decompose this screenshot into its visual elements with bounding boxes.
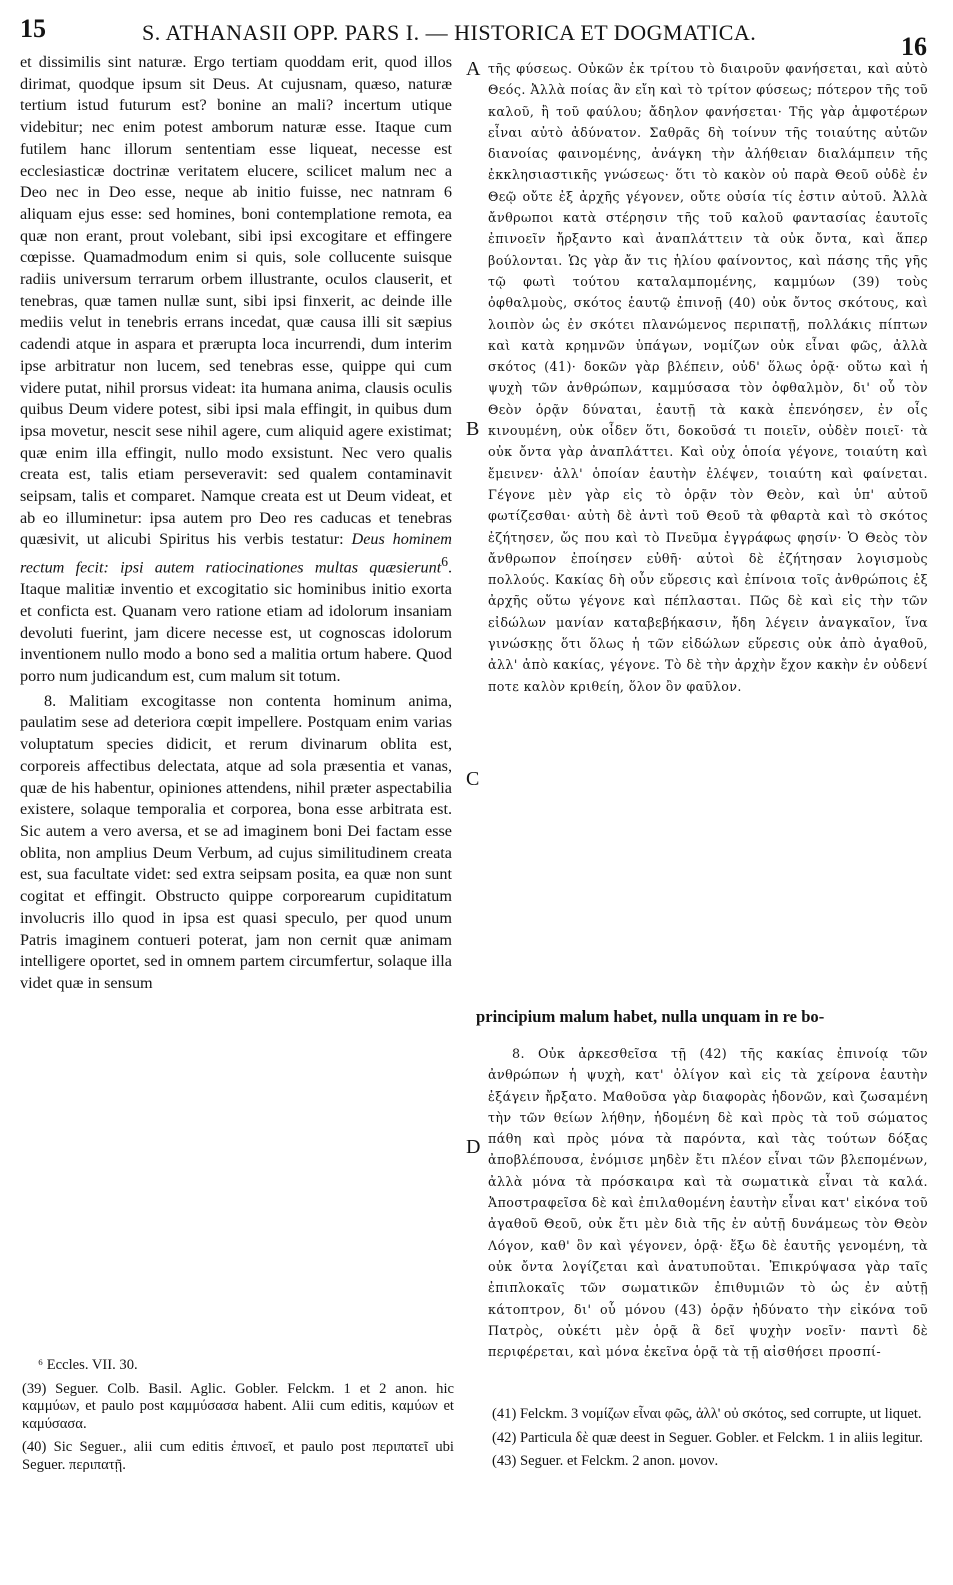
latin-paragraph-1 bbox=[20, 52, 452, 688]
margin-letter-a: A bbox=[466, 58, 481, 80]
margin-letter-c: C bbox=[466, 768, 480, 790]
greek-column-lower bbox=[488, 1043, 928, 1383]
footnote-39: (39) Seguer. Colb. Basil. Aglic. Gobler. Felckm. 1 et 2 anon. hic καμμύων, et paulo post καμμύσασα habent. Alii cum editis, καμύων et καμύσασα. bbox=[22, 1380, 454, 1432]
footnote-41: (41) Felckm. 3 νομίζων εἶναι φῶς, ἀλλ' οὐ σκότος, sed corrupte, ut liquet. bbox=[492, 1406, 922, 1422]
footnote-40: (40) Sic Seguer., alii cum editis ἐπινοεῖ, et paulo post περιπατεῖ ubi Seguer. περιπατῇ. bbox=[22, 1439, 454, 1473]
greek-column-upper bbox=[488, 58, 928, 993]
footnote-ref-6: 6 bbox=[441, 554, 448, 570]
page-header bbox=[0, 12, 953, 61]
greek-paragraph-1: τῆς φύσεως. Οὐκῶν ἐκ τρίτου τὸ διαιροῦν φανήσεται, καὶ αὐτὸ Θεός. Ἀλλὰ ποίας ἂν εἴη καὶ τὸ τρίτον φύσεως; πότερον τῆς τοῦ καλοῦ, ἢ τοῦ φαύλου; ἄδηλον φανήσεται· Τῆς γὰρ ἀμφοτέρων εἶναι αὐτὸ ἀδύνατον. Σαθρᾶς δὴ τοίνυν τῆς τοιαύτης αὐτῶν διανοίας φαινομένης, ἀνάγκη τὴν ἀλήθειαν διαλάμπειν τῆς ἐκκλησιαστικῆς γνώσεως· ὅτι τὸ κακὸν οὐ παρὰ Θεοῦ οὐδὲ ἐν Θεῷ οὔτε ἐξ ἀρχῆς γέγονεν, οὔτε οὐσία τίς ἐστιν αὐτοῦ. Ἀλλὰ ἄνθρωποι κατὰ στέρησιν τῆς τοῦ καλοῦ φαντασίας ἑαυτοῖς ἐπινοεῖν ἤρξαντο καὶ ἀναπλάττειν τὰ οὐκ ὄντα, καὶ ἅπερ βούλονται. Ὡς γὰρ ἄν τις ἡλίου φαίνοντος, καὶ πάσης τῆς γῆς τῷ φωτὶ τούτου καταλαμπομένης, καμμύων (39) τοὺς ὀφθαλμοὺς, σκότος ἑαυτῷ ἐπινοῇ (40) οὐκ ὄντος σκότους, καὶ λοιπὸν ὡς ἐν σκότει πλανώμενος περιπατῇ, πολλάκις πίπτων καὶ κατὰ κρημνῶν ὑπάγων, νομίζων οὐκ εἶναι φῶς, ἀλλὰ σκότος (41)· δοκῶν γὰρ βλέπειν, οὐδ' ὅλως ὁρᾷ· οὕτω καὶ ἡ ψυχὴ τῶν ἀνθρώπων, καμμύσασα τὸν ὀφθαλμὸν, δι' οὗ τὸν Θεὸν ὁρᾷν δύναται, ἑαυτῇ τὰ κακὰ ἐπενόησεν, ἐν οἷς κινουμένη, οὐκ οἶδεν ὅτι, δοκοῦσά τι ποιεῖν, οὐδὲν ποιεῖ· τὰ οὐκ ὄντα γὰρ ἀναπλάττει. Καὶ οὐχ ὁποία γέγονε, τοιαύτη καὶ ἔμεινεν· ἀλλ' ὁποίαν ἑαυτὴν ἐλέψεν, τοιαύτη καὶ φαίνεται. Γέγονε μὲν γὰρ εἰς τὸ ὁρᾷν τὸν Θεὸν, καὶ ὑπ' αὐτοῦ φωτίζεσθαι· αὐτὴ δὲ ἀντὶ τοῦ Θεοῦ τὰ φθαρτὰ καὶ τὸ σκότος ἐζήτησεν, ὥς που καὶ τὸ Πνεῦμα ἐγγράφως φησίν· Ὁ Θεὸς τὸν ἄνθρωπον ἐποίησεν εὐθῆ· αὐτοὶ δὲ ἐζήτησαν λογισμοὺς πολλούς. Κακίας δὴ οὖν εὕρεσις καὶ ἐπίνοια τοῖς ἀνθρώποις ἐξ ἀρχῆς οὕτω γέγονε καὶ πέπλασται. Πῶς δὲ καὶ εἰς τὴν τῶν εἰδώλων μανίαν καταβεβήκασιν, ἤδη λέγειν ἀναγκαῖον, ἵνα γινώσκῃς ὅτι ὅλως ἡ τῶν εἰδώλων εὕρεσις οὐκ ἀπὸ ἀγαθοῦ, ἀλλ' ἀπὸ κακίας, γέγονε. Τὸ δὲ τὴν ἀρχὴν ἔχον κακὴν ἐν οὐδενί ποτε καλὸν κριθείη, ὅλον ὂν φαῦλον. bbox=[488, 61, 928, 694]
latin-continuation-line: principium malum habet, nulla unquam in re bo- bbox=[476, 1007, 825, 1026]
page-number-right: 16 bbox=[901, 32, 927, 61]
latin-paragraph-2: 8. Malitiam excogitasse non contenta hominum anima, paulatim sese ad deteriora cœpit impellere. Postquam enim varias voluptatum species didicit, et rerum divinarum oblita est, corporeis affectibus delectata, atque ad sola præsentia et vanas, quæ de his habentur, opiniones attendens, nihil præter aspectabilia existere, solaque temporalia et corporea, bona esse arbitrata est. Sic autem a vero aversa, et se ad imaginem boni Dei factam esse oblita, non amplius Deum Verbum, ad cujus similitudinem creata est, sua facultate videt: sed extra seipsam posita, ea quæ non sunt cogitat et effingit. Obstructo quippe corporearum cupiditatum involucris illo quod in ipsa est quasi speculo, per quod unum Patris imaginem contueri poterat, jam non cernit quæ animam intelligere oportet, sed in omnem partem circumfertur, solaque illa videt quæ in sensum bbox=[20, 691, 452, 992]
page-number-left: 15 bbox=[20, 14, 46, 43]
latin-text-1b: . Itaque malitiæ inventio et excogitatio sic hominibus initio exorta et conficta est. Quanam vero ratione etiam ad idolorum insaniam devoluti fuerint, jam dicere necesse est, ut cognoscas idolorum inventionem nullo modo a bono sed a malitia ortum habere. Quod porro num judicandum est, cum malum sit totum. bbox=[20, 558, 452, 686]
margin-letter-b: B bbox=[466, 418, 480, 440]
margin-letter-d: D bbox=[466, 1136, 481, 1158]
greek-paragraph-2: 8. Οὐκ ἀρκεσθεῖσα τῇ (42) τῆς κακίας ἐπινοίᾳ τῶν ἀνθρώπων ἡ ψυχὴ, κατ' ὀλίγον καὶ εἰς τὰ χείρονα ἑαυτὴν ἐξάγειν ἤρξατο. Μαθοῦσα γὰρ διαφορὰς ἡδονῶν, καὶ ζωσαμένη τὴν τῶν θείων λήθην, ἡδομένη δὲ καὶ πρὸς τὰ τοῦ σώματος πάθη καὶ πρὸς μόνα τὰ παρόντα, καὶ τὰς τούτων δόξας ἀποβλέπουσα, ἐνόμισε μηδὲν ἔτι πλέον εἶναι τῶν βλεπομένων, ἀλλὰ μόνα τὰ πρόσκαιρα καὶ τὰ σωματικὰ εἶναι τὰ καλά. Ἀποστραφεῖσα δὲ καὶ ἐπιλαθομένη ἑαυτὴν εἶναι κατ' εἰκόνα τοῦ ἀγαθοῦ Θεοῦ, οὐκ ἔτι μὲν διὰ τῆς ἐν αὐτῇ δυνάμεως τὸν Θεὸν Λόγον, καθ' ὃν καὶ γέγονεν, ὁρᾷ· ἔξω δὲ ἑαυτῆς γενομένη, τὰ οὐκ ὄντα λογίζεται καὶ ἀνατυποῦται. Ἐπικρύψασα γὰρ ταῖς ἐπιπλοκαῖς τῶν σωματικῶν ἐπιθυμιῶν τὸ ὡς ἐν αὐτῇ κάτοπτρον, δι' οὗ μόνου (43) ὁρᾷν ἠδύνατο τὴν εἰκόνα τοῦ Πατρὸς, οὐκέτι μὲν ὁρᾷ ἃ δεῖ ψυχὴν νοεῖν· παντὶ δὲ περιφέρεται, καὶ μόνα ἐκεῖνα ὁρᾷ τὰ τῇ αἰσθήσει προσπί- bbox=[488, 1046, 928, 1360]
scripture-quote: Deus hominem rectum fecit: ipsi autem ratiocinationes multas quæsierunt bbox=[20, 530, 452, 577]
footnote-scripture: ⁶ Eccles. VII. 30. bbox=[38, 1357, 138, 1373]
footnote-42: (42) Particula δὲ quæ deest in Seguer. Gobler. et Felckm. 1 in aliis legitur. bbox=[492, 1429, 923, 1446]
latin-text-1a: et dissimilis sint naturæ. Ergo tertiam quoddam erit, quod illos dirimat, quodque ipsum sit Deus. At cujusnam, quæso, naturæ tertium istud futurum est? bonine an mali? incertum utique videbitur; nec enim potest amborum naturæ esse. Itaque cum futilem hanc illorum sententiam esse liqueat, necesse est ecclesiasticæ doctrinæ veritatem elucere, scilicet malum nec a Deo nec in Deo esse, neque ab initio fuisse, nec natnram 6 aliquam ejus esse: sed homines, boni contemplatione remota, ea quæ non erant, prout volebant, sibi ipsi excogitare et effingere cœpisse. Quamadmodum enim si quis, sole collucente suisque radiis universum terrarum orbem illustrante, oculos clauserit, et tenebras, quæ tamen nullæ sunt, sibi ipsi finxerit, ac deinde ille mediis velut in tenebris errans incedat, quæ causa illi sit sæpius cadendi atque in aspara et prærupta loca incurrendi, dum interim ipse arbitratur non lucem, sed tenebras esse, quippe qui cum videre putat, nihil prorsus videat: ita humana anima, clausis oculis quibus Deum videre potest, sibi ipsi mala effingit, in quibus dum ipsa movetur, nescit sese nihil agere, cum aliquid agere existimat; quæ enim illa effingit, nullo modo exsistunt. Nec vero qualis creata est, talis etiam perseveravit: sed qualem contaminavit seipsam, talis et comparet. Namque creata est ut Deum videat, et ab eo illuminetur: ipsa autem pro Deo res caducas et tenebras quæsivit, ut alicubi Spiritus his verbis testatur: bbox=[20, 53, 452, 549]
footnote-43: (43) Seguer. et Felckm. 2 anon. μονον. bbox=[492, 1453, 719, 1469]
footnotes-left bbox=[22, 1357, 454, 1480]
running-title: S. ATHANASII OPP. PARS I. — HISTORICA ET DOGMATICA. bbox=[142, 20, 757, 45]
latin-column bbox=[20, 52, 452, 995]
footnotes-right bbox=[492, 1406, 932, 1477]
